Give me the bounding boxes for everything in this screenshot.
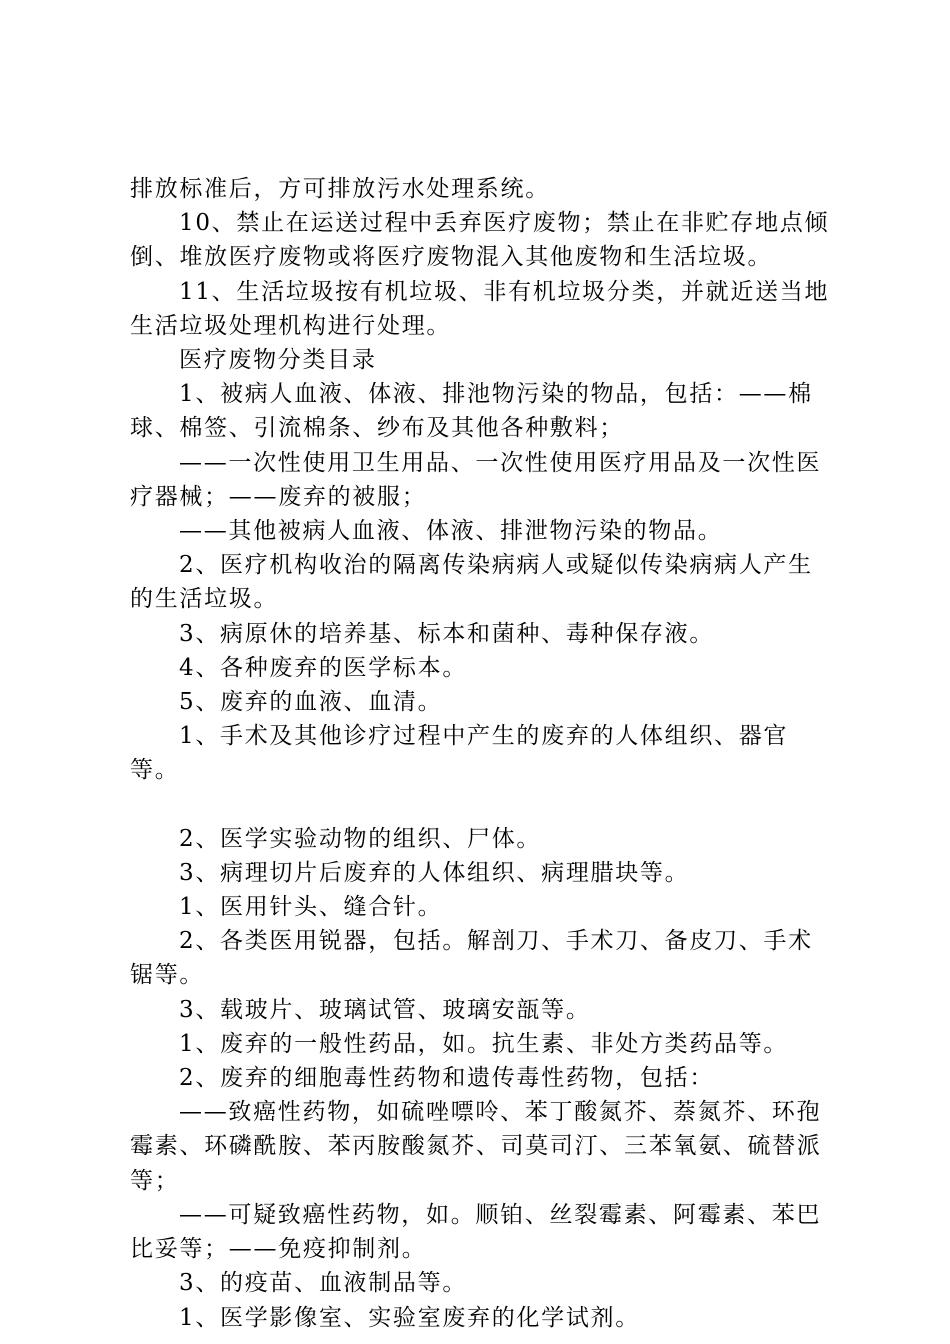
paragraph: ——其他被病人血液、体液、排泄物污染的物品。 bbox=[179, 518, 723, 545]
paragraph: 4、各种废弃的医学标本。 bbox=[179, 654, 468, 681]
paragraph: 10、禁止在运送过程中丢弃医疗废物；禁止在非贮存地点倾倒、堆放医疗废物或将医疗废物混入其他废物和生活垃圾。 bbox=[130, 210, 830, 271]
paragraph: 1、医用针头、缝合针。 bbox=[179, 894, 443, 921]
paragraph: 3、病理切片后废弃的人体组织、病理腊块等。 bbox=[179, 859, 690, 886]
paragraph: 排放标准后，方可排放污水处理系统。 bbox=[130, 176, 550, 202]
paragraph: 11、生活垃圾按有机垃圾、非有机垃圾分类，并就近送当地生活垃圾处理机构进行处理。 bbox=[130, 278, 830, 339]
paragraph: 1、手术及其他诊疗过程中产生的废弃的人体组织、器官等。 bbox=[130, 723, 789, 784]
paragraph: 2、废弃的细胞毒性药物和遗传毒性药物，包括： bbox=[179, 1065, 715, 1092]
paragraph: 3、的疫苗、血液制品等。 bbox=[179, 1270, 468, 1297]
paragraph: 医疗废物分类目录 bbox=[179, 347, 377, 374]
paragraph: 1、被病人血液、体液、排池物污染的物品，包括：——棉球、棉签、引流棉条、纱布及其他各种敷料； bbox=[130, 381, 813, 442]
paragraph: 2、医疗机构收治的隔离传染病病人或疑似传染病病人产生的生活垃圾。 bbox=[130, 552, 813, 613]
paragraph: 1、废弃的一般性药品，如。抗生素、非处方类药品等。 bbox=[179, 1030, 789, 1057]
paragraph: 2、各类医用锐器，包括。解剖刀、手术刀、备皮刀、手术锯等。 bbox=[130, 928, 813, 989]
paragraph: 5、废弃的血液、血清。 bbox=[179, 689, 443, 716]
paragraph: ——可疑致癌性药物，如。顺铂、丝裂霉素、阿霉素、苯巴比妥等；——免疫抑制剂。 bbox=[130, 1201, 822, 1263]
blank-line bbox=[130, 788, 835, 822]
paragraph: ——致癌性药物，如硫唑嘌呤、苯丁酸氮芥、萘氮芥、环孢霉素、环磷酰胺、苯丙胺酸氮芥、司莫司汀、三苯氧氨、硫替派等； bbox=[130, 1099, 822, 1194]
paragraph: 1、医学影像室、实验室废弃的化学试剂。 bbox=[179, 1304, 640, 1331]
paragraph: 2、医学实验动物的组织、尸体。 bbox=[179, 825, 542, 852]
paragraph: 3、病原休的培养基、标本和菌种、毒种保存液。 bbox=[179, 620, 715, 647]
paragraph: ——一次性使用卫生用品、一次性使用医疗用品及一次性医疗器械；——废弃的被服； bbox=[130, 449, 822, 510]
document-body bbox=[130, 172, 835, 1335]
paragraph: 3、载玻片、玻璃试管、玻璃安瓿等。 bbox=[179, 996, 591, 1023]
